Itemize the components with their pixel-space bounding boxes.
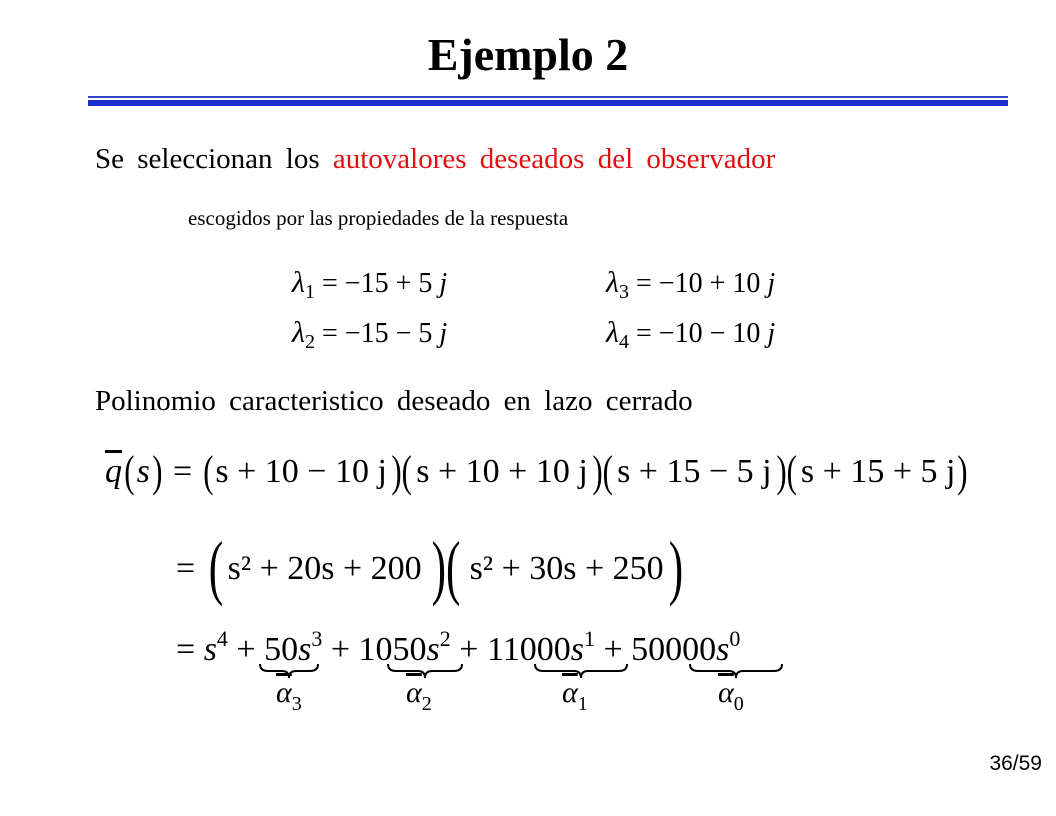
eigenvalue-3: $\lambda_3 = -10 + 10$ j [606, 266, 776, 303]
alpha-2-label: $\overline{\alpha}_2$ [406, 676, 432, 715]
intro-plain: Se seleccionan los [95, 143, 333, 175]
alpha-1-label: $\overline{\alpha}_1$ [562, 676, 588, 715]
title-rule-thick [88, 100, 1008, 106]
alpha-0-label: $\overline{\alpha}_0$ [718, 676, 744, 715]
eigenvalue-4: $\lambda_4 = -10 - 10$ j [606, 316, 776, 353]
alpha-3-label: $\overline{\alpha}_3$ [276, 676, 302, 715]
title-rule-thin [88, 96, 1008, 98]
equation-line-1: $\overline{q}(s) = (s + 10 - 10$ j)( s + 10 + 10 j)( s + 15 − 5 j)( s + 15 + 5 j) [105, 447, 968, 496]
page-number: 36/59 [989, 752, 1042, 775]
equation-line-2: = ( s² + 20s + 200 )( s² + 30s + 250) [176, 527, 683, 607]
eigen-note: escogidos por las propiedades de la respuesta [188, 206, 569, 230]
intro-sentence [95, 143, 775, 176]
eigenvalue-1: $\lambda_1 = -15 + 5$ j [292, 266, 448, 303]
eigenvalue-2: $\lambda_2 = -15 - 5$ j [292, 316, 448, 353]
equation-line-3: = $s^4 + 50s^3 + 1050s^2 + 11000s^1 + 50000s^0$ [176, 626, 741, 668]
poly-heading: Polinomio caracteristico deseado en lazo cerrado [95, 385, 693, 417]
intro-highlight: autovalores deseados del observador [332, 143, 776, 175]
slide-title: Ejemplo 2 [427, 29, 629, 80]
